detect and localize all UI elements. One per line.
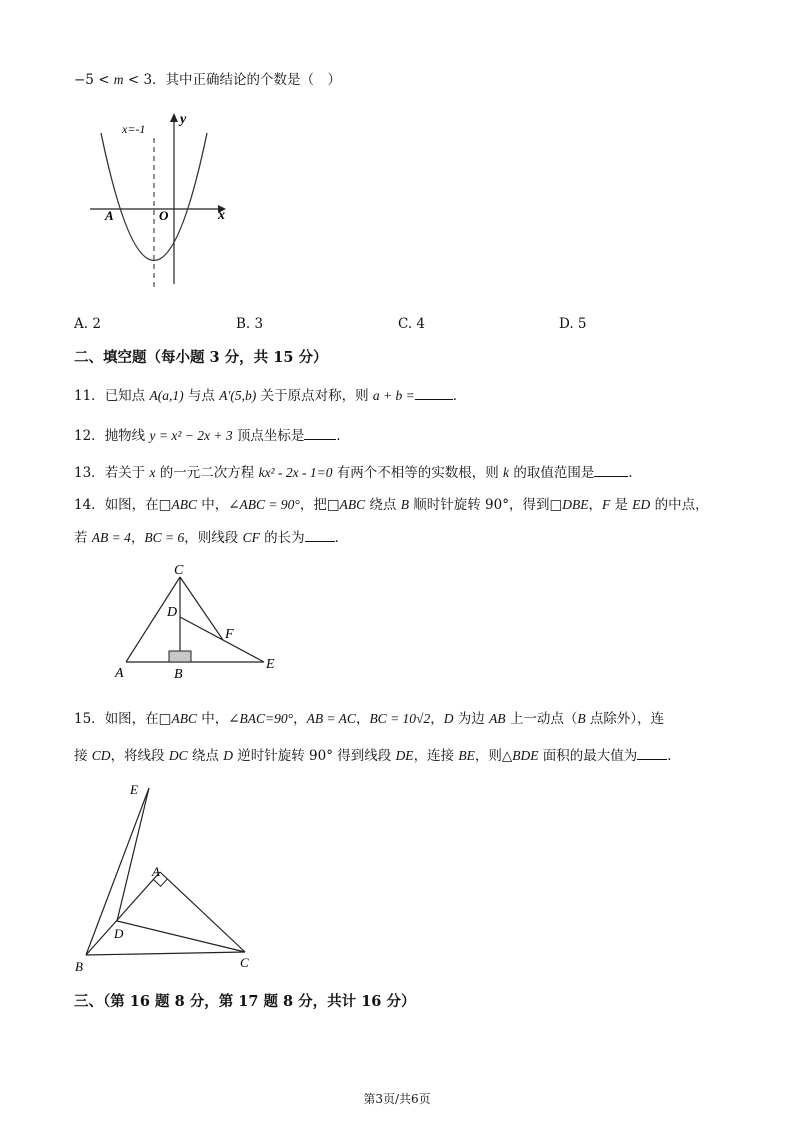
label-E: E <box>266 657 275 672</box>
q14-t20: ，则线段 <box>184 530 243 546</box>
q14-t5: ，把□ <box>299 497 340 513</box>
q14-t12: F <box>601 497 611 512</box>
q15-t27: BDE <box>512 748 539 763</box>
q12-answer-blank[interactable] <box>304 427 336 440</box>
q15-answer-blank[interactable] <box>637 747 667 760</box>
q15-t12: AB <box>489 711 506 726</box>
right-angle-marker <box>153 879 167 886</box>
option-b: B. 3 <box>236 316 264 332</box>
q15-period: ． <box>667 748 681 764</box>
label-E: E <box>130 782 138 797</box>
q11-period: ． <box>452 388 467 404</box>
q15-t1: 如图，在□ <box>104 711 172 727</box>
q14-t18: ， <box>130 530 145 546</box>
q11-expression: a + b = <box>372 388 415 403</box>
q14-t7: 绕点 <box>365 497 401 513</box>
q15-t25: BE <box>458 748 475 763</box>
q14-t15: 的中点， <box>650 497 709 513</box>
label-A: A <box>115 666 124 681</box>
q15-t14: B <box>577 711 586 726</box>
q14-t10: DBE <box>562 497 589 512</box>
q14-period: ． <box>334 530 349 546</box>
q13-text-3: 有两个不相等的实数根，则 <box>332 465 504 481</box>
q15-triangle-figure <box>70 778 270 976</box>
segment-AC <box>160 872 245 952</box>
option-a: A. 2 <box>74 316 101 332</box>
label-A: A <box>152 864 160 879</box>
q14-t6: ABC <box>339 497 366 512</box>
q14-t22: 的长为 <box>259 530 305 546</box>
q15-t6: AB = AC <box>306 711 356 726</box>
question-15-line-2 <box>74 744 681 764</box>
q14-t2: ABC <box>171 497 197 512</box>
q14-t8: B <box>400 497 409 512</box>
question-15-line-1 <box>74 707 664 727</box>
q14-triangle-figure <box>108 560 298 682</box>
q11-number: 11． <box>74 388 105 404</box>
q15-t19: DC <box>168 748 188 763</box>
q15-t28: 面积的最大值为 <box>538 748 638 764</box>
q13-number: 13． <box>74 465 105 481</box>
label-D: D <box>167 605 178 620</box>
q15-t17: CD <box>91 748 111 763</box>
label-x-eq-minus-1: x=-1 <box>122 122 146 136</box>
segment-AB <box>86 872 160 955</box>
label-y-axis: y <box>180 112 187 127</box>
q10-text-prefix: −5 < <box>74 72 114 88</box>
q14-t19: BC = 6 <box>144 530 185 545</box>
q14-t16: 若 <box>74 530 92 546</box>
q15-t13: 上一动点（ <box>505 711 578 727</box>
page-footer: 第3页/共6页 <box>363 1092 431 1106</box>
q13-equation: kx² - 2x - 1=0 <box>258 465 333 480</box>
q15-t20: 绕点 <box>187 748 224 764</box>
q15-t7: ， <box>355 711 370 727</box>
q14-t14: ED <box>632 497 651 512</box>
segment-DE <box>117 788 149 921</box>
q12-equation: y = x² − 2x + 3 <box>149 428 233 443</box>
q10-variable-m: m <box>113 72 124 87</box>
question-12 <box>74 424 350 444</box>
q13-var-x: x <box>149 465 156 480</box>
section-2-heading: 二、填空题（每小题 3 分，共 15 分） <box>74 349 328 366</box>
label-C: C <box>174 563 184 578</box>
q13-period: ． <box>628 465 642 481</box>
q15-t4: ∠BAC=90° <box>228 711 294 726</box>
segment-DC <box>117 921 245 952</box>
label-origin-O: O <box>159 208 169 223</box>
q15-t8: BC = 10√2 <box>369 711 431 726</box>
q12-period: ． <box>336 428 350 444</box>
q15-t5: ， <box>293 711 307 727</box>
q14-t4: ∠ABC = 90° <box>228 497 300 512</box>
q11-text-2: 与点 <box>183 388 220 404</box>
q11-text-1: 已知点 <box>104 388 150 404</box>
q13-text-4: 的取值范围是 <box>509 465 595 481</box>
q12-text-1: 抛物线 <box>104 428 150 444</box>
q15-t23: DE <box>395 748 414 763</box>
q14-t1: 如图，在□ <box>104 497 172 513</box>
label-C: C <box>240 955 249 970</box>
segment-CF <box>180 577 223 640</box>
question-11 <box>74 384 466 404</box>
q15-t16: 接 <box>74 748 92 764</box>
question-14-line-1 <box>74 493 709 513</box>
q14-t9: 顺时针旋转 90°，得到□ <box>408 497 563 513</box>
q15-t10: D <box>443 711 454 726</box>
q13-text-2: 的一元二次方程 <box>155 465 259 481</box>
section-3-heading: 三、（第 16 题 8 分，第 17 题 8 分，共计 16 分） <box>74 993 416 1010</box>
q15-t24: ，连接 <box>413 748 459 764</box>
q12-text-2: 顶点坐标是 <box>232 428 305 444</box>
q11-point-A: A(a,1) <box>149 388 184 403</box>
right-angle-marker <box>169 651 191 662</box>
q14-t13: 是 <box>610 497 633 513</box>
q15-t9: ， <box>430 711 444 727</box>
q13-answer-blank[interactable] <box>594 464 628 477</box>
q15-t15: 点除外），连 <box>585 711 665 727</box>
label-B: B <box>174 667 183 682</box>
question-13 <box>74 461 642 481</box>
question-10-condition <box>74 68 341 88</box>
y-axis-arrow-icon <box>170 113 178 122</box>
q13-var-k: k <box>503 465 510 480</box>
q15-number: 15． <box>74 711 105 727</box>
question-14-line-2 <box>74 526 348 546</box>
q14-t3: 中， <box>196 497 229 513</box>
q15-t11: 为边 <box>453 711 490 727</box>
q10-parabola-figure <box>84 108 244 298</box>
label-x-axis: x <box>218 208 225 223</box>
q14-answer-blank[interactable] <box>305 529 335 542</box>
q11-point-A-prime: A′(5,b) <box>219 388 257 403</box>
option-d: D. 5 <box>559 316 587 332</box>
q14-t21: CF <box>242 530 260 545</box>
q10-text-suffix: < 3．其中正确结论的个数是（ ） <box>123 72 342 88</box>
q15-t2: ABC <box>171 711 197 726</box>
q13-text-1: 若关于 <box>104 465 150 481</box>
label-F: F <box>225 627 234 642</box>
q11-answer-blank[interactable] <box>415 387 453 400</box>
q14-number: 14． <box>74 497 105 513</box>
q15-t21: D <box>223 748 233 763</box>
q15-t26: ，则△ <box>474 748 513 764</box>
q15-t22: 逆时针旋转 90° 得到线段 <box>232 748 396 764</box>
q15-t3: 中， <box>196 711 229 727</box>
label-B: B <box>75 959 83 974</box>
q12-number: 12． <box>74 428 105 444</box>
q14-t17: AB = 4 <box>91 530 131 545</box>
q15-t18: ，将线段 <box>110 748 169 764</box>
segment-BC <box>86 952 245 955</box>
label-D: D <box>114 926 124 941</box>
option-c: C. 4 <box>398 316 426 332</box>
q14-t11: ， <box>588 497 602 513</box>
q11-text-3: 关于原点对称，则 <box>256 388 373 404</box>
label-point-A: A <box>105 208 114 223</box>
